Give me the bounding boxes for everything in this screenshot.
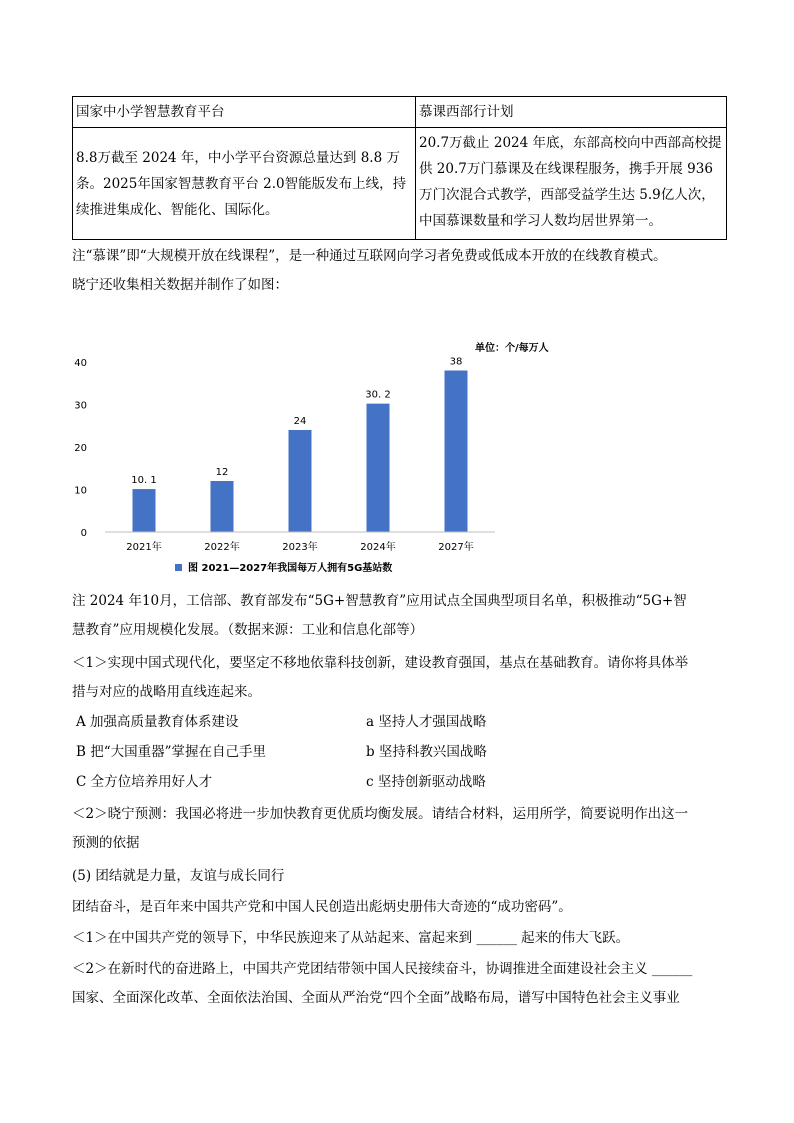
y-tick-label: 20 bbox=[74, 443, 87, 454]
table-cell-platform bbox=[73, 128, 416, 240]
option-b-lower[interactable]: b 坚持科教兴国战略 bbox=[366, 744, 487, 760]
note-mooc bbox=[72, 242, 722, 300]
bar-chart bbox=[60, 330, 549, 580]
bar bbox=[367, 404, 390, 532]
cell-line: 万门次混合式教学，西部受益学生达 5.9亿人次， bbox=[419, 187, 715, 203]
section-5-title: (5) 团结就是力量，友谊与成长同行 bbox=[72, 868, 285, 884]
info-table bbox=[72, 96, 727, 240]
x-tick-label: 2023年 bbox=[282, 542, 318, 553]
text-line: 晓宁还收集相关数据并制作了如图： bbox=[72, 277, 288, 293]
cell-line: 续推进集成化、智能化、国际化。 bbox=[76, 201, 279, 218]
text-line: 注 2024 年10月，工信部、教育部发布“5G+智慧教育”应用试点全国典型项目名单，积极推动“5G+智 bbox=[72, 593, 687, 609]
bar-value-label: 12 bbox=[215, 467, 229, 478]
question-1 bbox=[72, 649, 722, 707]
cell-line: 条。2025年国家智慧教育平台 2.0智能版发布上线，持 bbox=[76, 175, 407, 192]
section-5-question-2 bbox=[72, 955, 722, 1013]
text-line: ＜1＞实现中国式现代化，要坚定不移地依靠科技创新，建设教育强国，基点在基础教育。请你将具体举 bbox=[72, 655, 689, 671]
table-header-cell: 慕课西部行计划 bbox=[416, 97, 727, 128]
bar-value-label: 30. 2 bbox=[365, 389, 391, 401]
bar bbox=[211, 481, 234, 532]
bar bbox=[133, 489, 156, 532]
table-row bbox=[73, 128, 727, 240]
chart-legend: 图 2021—2027年我国每万人拥有5G基站数 bbox=[188, 563, 393, 574]
legend-swatch bbox=[175, 564, 182, 571]
bar-value-label: 38 bbox=[449, 356, 463, 368]
cell-line: 8.8万截至 2024 年，中小学平台资源总量达到 8.8 万 bbox=[76, 149, 400, 166]
chart-unit-label: 单位：个/每万人 bbox=[475, 343, 549, 354]
x-tick-label: 2027年 bbox=[438, 542, 474, 553]
cell-line: 中国慕课数量和学习人数均居世界第一。 bbox=[419, 213, 662, 229]
table-header-cell: 国家中小学智慧教育平台 bbox=[73, 97, 416, 128]
bar-value-label: 10. 1 bbox=[131, 475, 157, 487]
section-5-question-1: ＜1＞在中国共产党的领导下，中华民族迎来了从站起来、富起来到 ______ 起来的伟大飞跃。 bbox=[72, 930, 630, 946]
table-header-row bbox=[73, 97, 727, 128]
text-line: ＜2＞在新时代的奋进路上，中国共产党团结带领中国人民接续奋斗，协调推进全面建设社会主义 ______ bbox=[72, 961, 693, 977]
table-cell-mooc bbox=[416, 128, 727, 240]
y-tick-label: 10 bbox=[74, 485, 87, 497]
option-c-lower[interactable]: c 坚持创新驱动战略 bbox=[366, 774, 486, 790]
y-tick-label: 0 bbox=[80, 528, 87, 539]
y-tick-label: 30 bbox=[74, 400, 87, 412]
option-c[interactable]: C 全方位培养用好人才 bbox=[76, 774, 213, 790]
note-5g bbox=[72, 587, 722, 645]
text-line: ＜2＞晓宁预测：我国必将进一步加快教育更优质均衡发展。请结合材料，运用所学，简要说明作出这一 bbox=[72, 806, 689, 822]
cell-line: 供 20.7万门慕课及在线课程服务，携手开展 936 bbox=[419, 161, 713, 177]
option-b[interactable]: B 把“大国重器”掌握在自己手里 bbox=[76, 744, 267, 760]
text-line: 措与对应的战略用直线连起来。 bbox=[72, 684, 261, 700]
text-line: 国家、全面深化改革、全面依法治国、全面从严治党“四个全面”战略布局，谱写中国特色社会主义事业 bbox=[72, 990, 680, 1006]
question-2 bbox=[72, 800, 722, 858]
cell-line: 20.7万截止 2024 年底，东部高校向中西部高校提 bbox=[419, 135, 722, 151]
x-tick-label: 2022年 bbox=[204, 542, 240, 553]
text-line: 注“慕课”即“大规模开放在线课程”，是一种通过互联网向学习者免费或低成本开放的在线教育模式。 bbox=[72, 248, 667, 264]
text-line: 慧教育”应用规模化发展。（数据来源：工业和信息化部等） bbox=[72, 622, 424, 638]
text-line: 预测的依据 bbox=[72, 835, 140, 851]
y-tick-label: 40 bbox=[74, 358, 87, 369]
bar bbox=[445, 371, 468, 533]
bar-value-label: 24 bbox=[293, 416, 307, 427]
option-a[interactable]: A 加强高质量教育体系建设 bbox=[76, 714, 239, 730]
option-a-lower[interactable]: a 坚持人才强国战略 bbox=[366, 714, 487, 730]
x-tick-label: 2024年 bbox=[360, 542, 396, 553]
x-tick-label: 2021年 bbox=[126, 542, 162, 553]
section-5-intro: 团结奋斗，是百年来中国共产党和中国人民创造出彪炳史册伟大奇迹的“成功密码”。 bbox=[72, 899, 572, 915]
bar bbox=[289, 430, 312, 532]
